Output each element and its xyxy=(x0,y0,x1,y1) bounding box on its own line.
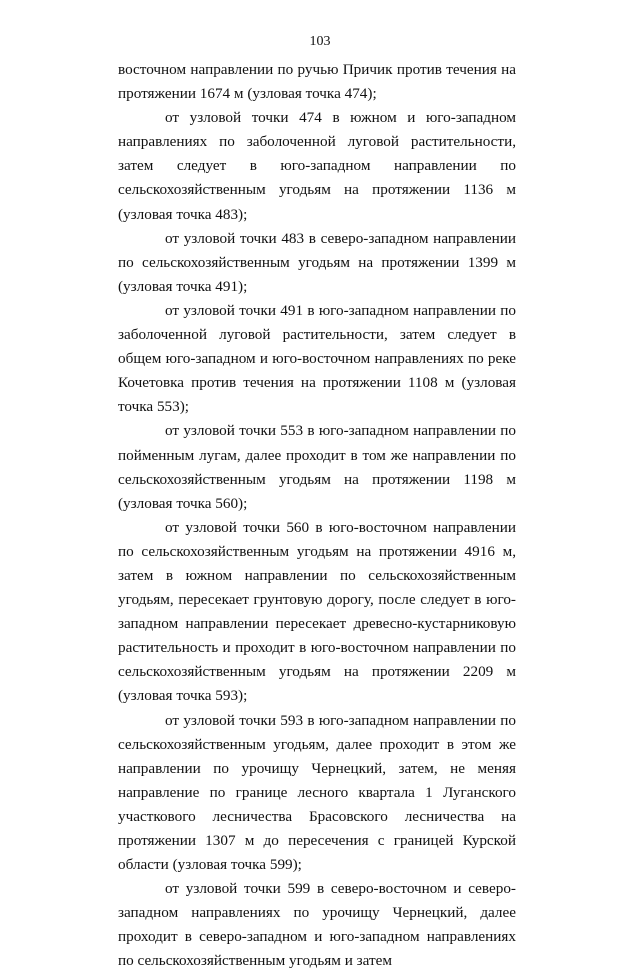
paragraph: от узловой точки 553 в юго-западном направлении по пойменным лугам, далее проходит в том же направлении по сельскохозяйственным угодьям на протяжении 1198 м (узловая точка 560); xyxy=(118,422,516,512)
paragraph: от узловой точки 593 в юго-западном направлении по сельскохозяйственным угодьям, далее проходит в этом же направлении по урочищу Чернецкий, затем, не меняя направление по границе лесного квартала 1 Луганского участкового лесничества Брасовского лесничества на протяжении 1307 м до пересечения с границей Курской области (узловая точка 599); xyxy=(118,711,516,874)
paragraph: от узловой точки 483 в северо-западном направлении по сельскохозяйственным угодьям на протяжении 1399 м (узловая точка 491); xyxy=(118,229,516,295)
page-number: 103 xyxy=(309,34,331,49)
document-body xyxy=(118,58,516,974)
paragraph-continuation: восточном направлении по ручью Причик против течения на протяжении 1674 м (узловая точка 474); xyxy=(118,61,516,103)
paragraph: от узловой точки 560 в юго-восточном направлении по сельскохозяйственным угодьям на протяжении 4916 м, затем в южном направлении по сельскохозяйственным угодьям, пересекает грунтовую дорогу, после следует в юго-западном направлении пересекает древесно-кустарниковую растительность и проходит в юго-восточном направлении по сельскохозяйственным угодьям на протяжении 2209 м (узловая точка 593); xyxy=(118,518,516,705)
paragraph: от узловой точки 599 в северо-восточном и северо-западном направлениях по урочищу Чернецкий, далее проходит в северо-западном и юго-западном направлениях по сельскохозяйственным угодьям и затем xyxy=(118,880,516,970)
paragraph: от узловой точки 491 в юго-западном направлении по заболоченной луговой растительности, затем следует в общем юго-западном и юго-восточном направлениях по реке Кочетовка против течения на протяжении 1108 м (узловая точка 553); xyxy=(118,301,516,416)
paragraph: от узловой точки 474 в южном и юго-западном направлениях по заболоченной луговой растительности, затем следует в юго-западном направлении по сельскохозяйственным угодьям на протяжении 1136 м (узловая точка 483); xyxy=(118,109,516,223)
